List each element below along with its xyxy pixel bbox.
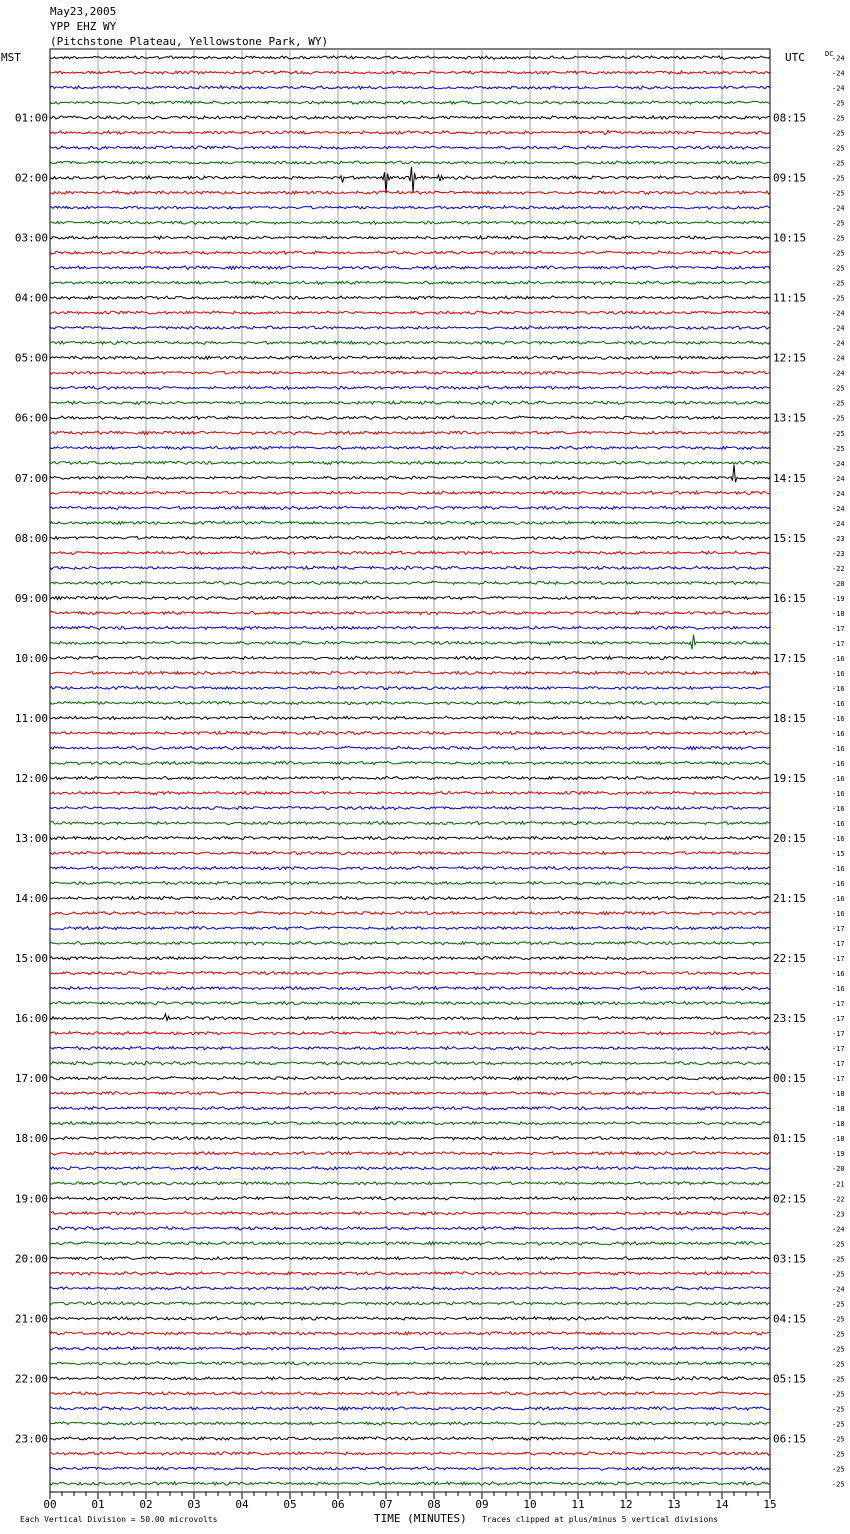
seismic-trace: [50, 1272, 770, 1276]
dc-offset-label: -25: [832, 429, 845, 438]
dc-offset-label: -16: [832, 669, 845, 678]
seismic-trace: [50, 446, 770, 449]
seismic-trace: [50, 566, 770, 569]
seismic-trace: [50, 611, 770, 614]
seismic-trace: [50, 776, 770, 779]
seismic-trace: [50, 311, 770, 314]
right-hour-label: 19:15: [773, 771, 807, 785]
dc-offset-label: -16: [832, 729, 845, 738]
seismic-trace: [50, 551, 770, 554]
seismic-trace: [50, 716, 770, 719]
dc-offset-label: -25: [832, 189, 845, 198]
right-hour-label: 04:15: [773, 1312, 807, 1326]
seismic-trace: [50, 1092, 770, 1095]
dc-offset-label: -16: [832, 699, 845, 708]
dc-offset-label: -17: [832, 940, 845, 949]
x-tick-label: 03: [187, 1498, 201, 1511]
seismic-trace: [50, 656, 770, 660]
dc-offset-label: -16: [832, 759, 845, 768]
dc-offset-label: -24: [832, 369, 845, 378]
seismic-trace: [50, 1166, 770, 1169]
dc-offset-label: -25: [832, 144, 845, 153]
seismic-trace: [50, 1317, 770, 1320]
seismic-trace: [50, 1332, 770, 1335]
dc-offset-label: -25: [832, 219, 845, 228]
seismic-trace: [50, 746, 770, 750]
seismic-trace: [50, 236, 770, 239]
left-hour-label: 06:00: [14, 411, 48, 425]
seismic-trace: [50, 1046, 770, 1049]
x-tick-label: 09: [475, 1498, 489, 1511]
left-hour-label: 12:00: [14, 771, 48, 785]
dc-offset-label: -25: [832, 1450, 845, 1459]
x-tick-label: 13: [667, 1498, 681, 1511]
dc-offset-label: -25: [832, 249, 845, 258]
x-tick-label: 07: [379, 1498, 393, 1511]
clip-note: Traces clipped at plus/minus 5 vertical divisions: [482, 1515, 719, 1524]
seismic-trace: [50, 1392, 770, 1395]
left-hour-label: 23:00: [14, 1432, 48, 1446]
dc-offset-label: -16: [832, 985, 845, 994]
right-hour-label: 10:15: [773, 231, 807, 245]
seismic-trace: [50, 71, 770, 74]
seismic-trace: [50, 461, 770, 464]
seismic-trace: [50, 1014, 770, 1021]
dc-offset-label: -25: [832, 114, 845, 123]
seismic-trace: [50, 191, 770, 194]
dc-offset-label: -16: [832, 970, 845, 979]
seismic-trace: [50, 1242, 770, 1245]
dc-offset-label: -17: [832, 624, 845, 633]
plot-frame: [50, 49, 770, 1492]
dc-offset-label: -25: [832, 1375, 845, 1384]
seismic-trace: [50, 1422, 770, 1425]
left-hour-label: 10:00: [14, 651, 48, 665]
seismic-trace: [50, 1287, 770, 1290]
seismic-trace: [50, 866, 770, 869]
dc-offset-label: -16: [832, 714, 845, 723]
seismic-trace: [50, 1437, 770, 1441]
seismic-trace: [50, 1197, 770, 1200]
seismic-trace: [50, 431, 770, 434]
dc-offset-label: -16: [832, 880, 845, 889]
left-hour-label: 07:00: [14, 471, 48, 485]
dc-offset-label: -25: [832, 159, 845, 168]
dc-offset-label: -24: [832, 309, 845, 318]
seismic-trace: [50, 521, 770, 524]
seismic-trace: [50, 130, 770, 134]
dc-offset-label: -17: [832, 1075, 845, 1084]
dc-offset-label: -25: [832, 279, 845, 288]
right-hour-label: 21:15: [773, 892, 807, 906]
x-tick-label: 14: [715, 1498, 729, 1511]
dc-offset-label: -25: [832, 1480, 845, 1489]
x-axis-title: TIME (MINUTES): [374, 1512, 467, 1525]
left-hour-label: 20:00: [14, 1252, 48, 1266]
left-hour-label: 02:00: [14, 171, 48, 185]
seismic-trace: [50, 986, 770, 989]
seismic-trace: [50, 1136, 770, 1139]
right-hour-label: 22:15: [773, 952, 807, 966]
dc-offset-label: -25: [832, 234, 845, 243]
right-hour-label: 12:15: [773, 351, 807, 365]
x-tick-label: 04: [235, 1498, 249, 1511]
dc-offset-label: -16: [832, 820, 845, 829]
seismic-trace: [50, 1107, 770, 1110]
seismic-trace: [50, 266, 770, 269]
right-hour-label: 18:15: [773, 711, 807, 725]
dc-offset-label: -17: [832, 1015, 845, 1024]
seismic-trace: [50, 167, 770, 193]
left-hour-label: 21:00: [14, 1312, 48, 1326]
dc-offset-label: -16: [832, 654, 845, 663]
right-hour-label: 23:15: [773, 1012, 807, 1026]
right-timezone-label: UTC: [785, 51, 805, 64]
seismic-trace: [50, 911, 770, 915]
left-hour-label: 19:00: [14, 1192, 48, 1206]
dc-offset-label: -25: [832, 174, 845, 183]
dc-offset-label: -17: [832, 1045, 845, 1054]
seismic-trace: [50, 281, 770, 284]
seismic-trace: [50, 791, 770, 794]
seismic-trace: [50, 56, 770, 59]
seismic-trace: [50, 761, 770, 764]
dc-offset-label: -24: [832, 339, 845, 348]
seismic-trace: [50, 1482, 770, 1485]
record-date: May23,2005: [50, 5, 117, 18]
right-hour-label: 08:15: [773, 111, 807, 125]
dc-offset-label: -16: [832, 895, 845, 904]
dc-offset-label: -24: [832, 504, 845, 513]
x-tick-label: 08: [427, 1498, 441, 1511]
dc-label: DC: [825, 50, 834, 58]
dc-offset-label: -25: [832, 399, 845, 408]
left-hour-label: 05:00: [14, 351, 48, 365]
seismic-trace: [50, 626, 770, 629]
dc-offset-label: -16: [832, 910, 845, 919]
x-tick-label: 06: [331, 1498, 345, 1511]
dc-offset-label: -24: [832, 1285, 845, 1294]
dc-offset-label: -25: [832, 1255, 845, 1264]
seismic-trace: [50, 251, 770, 254]
left-hour-label: 01:00: [14, 111, 48, 125]
right-hour-label: 03:15: [773, 1252, 807, 1266]
dc-offset-label: -24: [832, 54, 845, 63]
right-hour-label: 01:15: [773, 1132, 807, 1146]
seismic-trace: [50, 1302, 770, 1306]
left-hour-label: 14:00: [14, 892, 48, 906]
dc-offset-label: -16: [832, 789, 845, 798]
dc-offset-label: -23: [832, 549, 845, 558]
seismic-trace: [50, 221, 770, 224]
seismic-trace: [50, 116, 770, 119]
seismic-trace: [50, 851, 770, 854]
dc-offset-label: -24: [832, 489, 845, 498]
dc-offset-label: -16: [832, 805, 845, 813]
dc-offset-label: -17: [832, 925, 845, 934]
dc-offset-label: -24: [832, 354, 845, 363]
x-tick-label: 10: [523, 1498, 537, 1511]
dc-offset-label: -24: [832, 204, 845, 213]
dc-offset-label: -17: [832, 1060, 845, 1069]
seismic-trace: [50, 146, 770, 149]
dc-offset-label: -25: [832, 1465, 845, 1474]
dc-offset-label: -25: [832, 1345, 845, 1354]
right-hour-label: 05:15: [773, 1372, 807, 1386]
right-hour-label: 13:15: [773, 411, 807, 425]
seismic-trace: [50, 86, 770, 89]
x-tick-label: 01: [91, 1498, 105, 1511]
seismic-trace: [50, 1182, 770, 1185]
dc-offset-label: -16: [832, 684, 845, 693]
seismic-trace: [50, 596, 770, 599]
left-hour-label: 13:00: [14, 832, 48, 846]
left-hour-label: 11:00: [14, 711, 48, 725]
x-tick-label: 02: [139, 1498, 153, 1511]
seismic-trace: [50, 536, 770, 539]
seismic-trace: [50, 1407, 770, 1410]
left-timezone-label: MST: [1, 51, 21, 64]
dc-offset-label: -25: [832, 1270, 845, 1279]
seismic-trace: [50, 1212, 770, 1215]
seismic-trace: [50, 356, 770, 359]
right-hour-label: 00:15: [773, 1072, 807, 1086]
dc-offset-label: -19: [832, 594, 845, 603]
dc-offset-label: -20: [832, 1165, 845, 1174]
left-hour-label: 09:00: [14, 591, 48, 605]
dc-offset-label: -16: [832, 744, 845, 753]
seismic-trace: [50, 821, 770, 824]
dc-offset-label: -25: [832, 1420, 845, 1429]
seismic-trace: [50, 956, 770, 959]
dc-offset-label: -19: [832, 1150, 845, 1159]
station-name: YPP EHZ WY: [50, 20, 117, 33]
dc-offset-label: -24: [832, 324, 845, 333]
seismic-trace: [50, 941, 770, 944]
left-hour-label: 16:00: [14, 1012, 48, 1026]
seismic-trace: [50, 1377, 770, 1380]
seismic-trace: [50, 635, 770, 650]
seismic-trace: [50, 701, 770, 704]
dc-offset-label: -17: [832, 955, 845, 964]
left-hour-label: 15:00: [14, 952, 48, 966]
right-hour-label: 02:15: [773, 1192, 807, 1206]
x-tick-label: 15: [763, 1498, 777, 1511]
seismic-trace: [50, 506, 770, 509]
dc-offset-label: -25: [832, 1390, 845, 1399]
seismic-trace: [50, 491, 770, 495]
dc-offset-label: -25: [832, 1315, 845, 1324]
left-hour-label: 04:00: [14, 291, 48, 305]
dc-offset-label: -18: [832, 609, 845, 618]
left-hour-label: 17:00: [14, 1072, 48, 1086]
seismic-trace: [50, 161, 770, 165]
station-location: (Pitchstone Plateau, Yellowstone Park, WY): [50, 35, 329, 48]
dc-offset-label: -24: [832, 474, 845, 483]
dc-offset-label: -25: [832, 414, 845, 423]
right-hour-label: 16:15: [773, 591, 807, 605]
dc-offset-label: -25: [832, 384, 845, 393]
dc-offset-label: -16: [832, 835, 845, 844]
dc-offset-label: -17: [832, 1000, 845, 1009]
dc-offset-label: -25: [832, 1435, 845, 1444]
seismic-trace: [50, 1031, 770, 1034]
dc-offset-label: -17: [832, 639, 845, 648]
seismic-trace: [50, 465, 770, 483]
seismic-trace: [50, 1152, 770, 1155]
dc-offset-label: -20: [832, 579, 845, 588]
seismic-trace: [50, 386, 770, 389]
seismic-trace: [50, 581, 770, 584]
seismic-trace: [50, 806, 770, 809]
dc-offset-label: -25: [832, 1330, 845, 1339]
dc-offset-label: -22: [832, 1195, 845, 1204]
dc-offset-label: -25: [832, 1300, 845, 1309]
dc-offset-label: -23: [832, 1210, 845, 1219]
x-tick-label: 00: [43, 1498, 57, 1511]
dc-offset-label: -24: [832, 1225, 845, 1234]
dc-offset-label: -24: [832, 459, 845, 468]
seismic-trace: [50, 326, 770, 330]
seismic-trace: [50, 671, 770, 674]
dc-offset-label: -25: [832, 1240, 845, 1249]
seismic-trace: [50, 1227, 770, 1231]
dc-offset-label: -23: [832, 534, 845, 543]
dc-offset-label: -25: [832, 1405, 845, 1414]
dc-offset-label: -15: [832, 850, 845, 859]
left-hour-label: 18:00: [14, 1132, 48, 1146]
seismic-trace: [50, 206, 770, 209]
seismic-trace: [50, 971, 770, 974]
seismic-trace: [50, 1452, 770, 1455]
left-hour-label: 22:00: [14, 1372, 48, 1386]
seismic-trace: [50, 836, 770, 839]
right-hour-label: 09:15: [773, 171, 807, 185]
x-tick-label: 12: [619, 1498, 633, 1511]
right-hour-label: 11:15: [773, 291, 807, 305]
dc-offset-label: -24: [832, 84, 845, 93]
seismic-trace: [50, 1362, 770, 1365]
dc-offset-label: -25: [832, 444, 845, 453]
dc-offset-label: -22: [832, 564, 845, 573]
dc-offset-label: -18: [832, 1090, 845, 1099]
dc-offset-label: -21: [832, 1180, 845, 1189]
dc-offset-label: -18: [832, 1135, 845, 1144]
scale-note: Each Vertical Division = 50.00 microvolts: [20, 1515, 218, 1524]
seismic-trace: [50, 101, 770, 104]
dc-offset-label: -24: [832, 519, 845, 528]
seismic-trace: [50, 416, 770, 419]
seismic-trace: [50, 1347, 770, 1350]
right-hour-label: 06:15: [773, 1432, 807, 1446]
seismic-trace: [50, 401, 770, 404]
dc-offset-label: -25: [832, 1360, 845, 1369]
right-hour-label: 15:15: [773, 531, 807, 545]
left-hour-label: 03:00: [14, 231, 48, 245]
seismic-trace: [50, 731, 770, 734]
seismic-trace: [50, 881, 770, 884]
dc-offset-label: -25: [832, 99, 845, 108]
dc-offset-label: -25: [832, 129, 845, 138]
seismic-trace: [50, 1001, 770, 1004]
x-tick-label: 11: [571, 1498, 585, 1511]
seismic-trace: [50, 1061, 770, 1064]
dc-offset-label: -25: [832, 294, 845, 303]
dc-offset-label: -18: [832, 1120, 845, 1129]
dc-offset-label: -24: [832, 69, 845, 78]
seismic-trace: [50, 926, 770, 929]
seismic-trace: [50, 371, 770, 374]
dc-offset-label: -17: [832, 1030, 845, 1039]
right-hour-label: 20:15: [773, 832, 807, 846]
seismic-trace: [50, 1257, 770, 1260]
dc-offset-label: -25: [832, 264, 845, 273]
left-hour-label: 08:00: [14, 531, 48, 545]
right-hour-label: 17:15: [773, 651, 807, 665]
dc-offset-label: -16: [832, 774, 845, 783]
seismic-trace: [50, 1076, 770, 1080]
seismic-trace: [50, 686, 770, 689]
seismic-trace: [50, 296, 770, 300]
seismic-trace: [50, 1467, 770, 1471]
dc-offset-label: -18: [832, 1105, 845, 1114]
x-tick-label: 05: [283, 1498, 297, 1511]
seismic-trace: [50, 896, 770, 899]
right-hour-label: 14:15: [773, 471, 807, 485]
dc-offset-label: -16: [832, 865, 845, 874]
seismic-trace: [50, 341, 770, 344]
seismic-trace: [50, 1121, 770, 1124]
